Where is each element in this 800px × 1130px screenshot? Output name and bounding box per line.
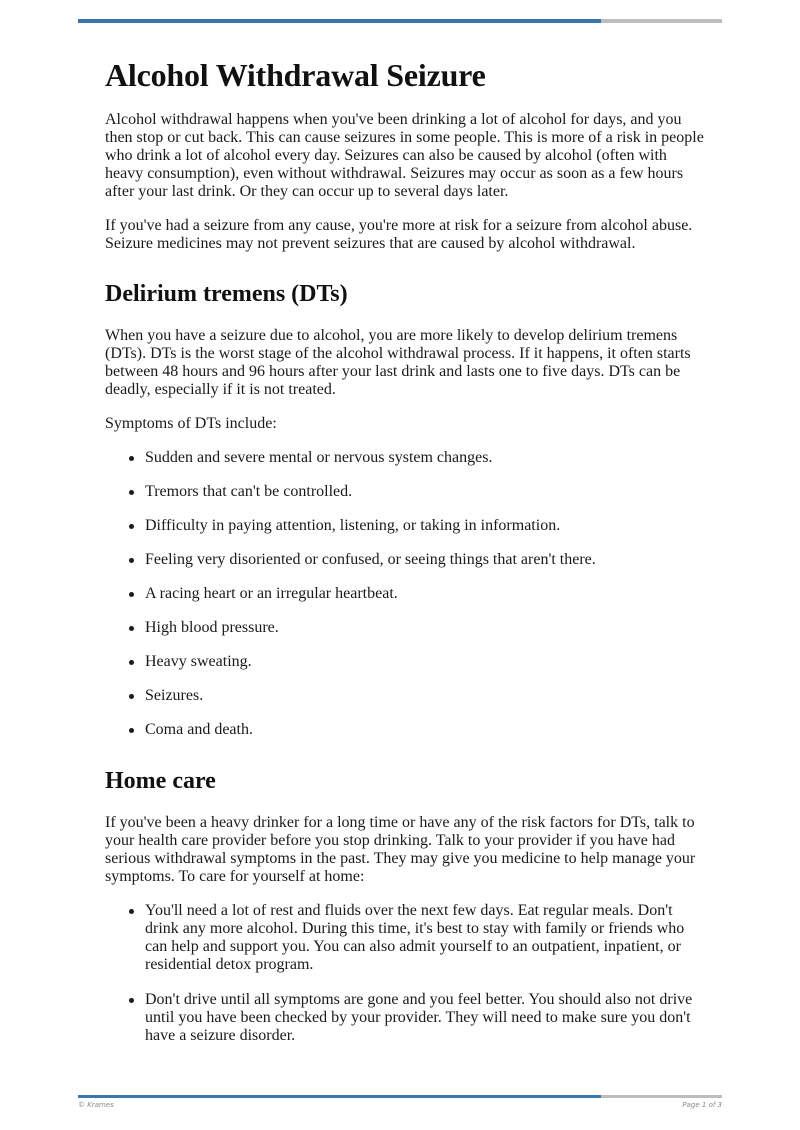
list-item xyxy=(105,721,705,739)
list-item-text: Feeling very disoriented or confused, or seeing things that aren't there. xyxy=(145,551,596,568)
footer-copyright: © Krames xyxy=(78,1101,114,1109)
bullet-icon xyxy=(129,998,134,1003)
bullet-icon xyxy=(129,660,134,665)
list-item-text: Heavy sweating. xyxy=(145,653,252,670)
section-heading-home-care: Home care xyxy=(105,768,216,794)
intro-paragraph-2: If you've had a seizure from any cause, you're more at risk for a seizure from alcohol abuse. Seizure medicines may not prevent seizures that are caused by alcohol withdrawal. xyxy=(105,217,693,252)
header-progress-bar xyxy=(78,19,722,23)
list-item xyxy=(105,991,705,1045)
list-item-text: Don't drive until all symptoms are gone and you feel better. You should also not drive until you have been checked by your provider. They will need to make sure you don't have a seizure disorder. xyxy=(145,991,693,1044)
page-title: Alcohol Withdrawal Seizure xyxy=(105,57,486,93)
list-item xyxy=(105,551,705,569)
bullet-icon xyxy=(129,694,134,699)
symptoms-list xyxy=(105,449,705,739)
header-progress-fill xyxy=(78,19,601,23)
section-delirium-tremens xyxy=(105,279,705,739)
list-item xyxy=(105,619,705,637)
list-item xyxy=(105,653,705,671)
home-care-paragraph: If you've been a heavy drinker for a long time or have any of the risk factors for DTs, talk to your health care provider before you stop drinking. Talk to your provider if you have had serious withdrawal symptoms in the past. They may give you medicine to help manage your symptoms. To care for yourself at home: xyxy=(105,814,696,885)
footer-progress-bar xyxy=(78,1095,722,1098)
section-heading-dts: Delirium tremens (DTs) xyxy=(105,281,348,307)
intro-paragraph-1: Alcohol withdrawal happens when you've been drinking a lot of alcohol for days, and you then stop or cut back. This can cause seizures in some people. This is more of a risk in people who drink a lot of alcohol every day. Seizures can also be caused by alcohol (often with heavy consumption), even without withdrawal. Seizures may occur as soon as a few hours after your last drink. Or they can occur up to several days later. xyxy=(105,111,704,200)
bullet-icon xyxy=(129,592,134,597)
list-item xyxy=(105,449,705,467)
list-item-text: Difficulty in paying attention, listening, or taking in information. xyxy=(145,517,561,534)
list-item-text: Tremors that can't be controlled. xyxy=(145,483,353,500)
bullet-icon xyxy=(129,524,134,529)
list-item-text: A racing heart or an irregular heartbeat. xyxy=(145,585,398,602)
list-item-text: Coma and death. xyxy=(145,721,253,738)
bullet-icon xyxy=(129,490,134,495)
bullet-icon xyxy=(129,728,134,733)
footer-page-indicator: Page 1 of 3 xyxy=(682,1101,722,1109)
symptoms-intro: Symptoms of DTs include: xyxy=(105,415,277,432)
list-item xyxy=(105,483,705,501)
list-item xyxy=(105,687,705,705)
list-item-text: You'll need a lot of rest and fluids over the next few days. Eat regular meals. Don't drink any more alcohol. During this time, it's best to stay with family or friends who can help and support you. You can also admit yourself to an outpatient, inpatient, or residential detox program. xyxy=(145,902,685,973)
footer-progress-fill xyxy=(78,1095,601,1098)
bullet-icon xyxy=(129,909,134,914)
list-item xyxy=(105,517,705,535)
bullet-icon xyxy=(129,456,134,461)
bullet-icon xyxy=(129,558,134,563)
list-item-text: High blood pressure. xyxy=(145,619,279,636)
bullet-icon xyxy=(129,626,134,631)
list-item xyxy=(105,902,705,974)
home-care-list xyxy=(105,902,705,1045)
list-item-text: Seizures. xyxy=(145,687,204,704)
dts-paragraph: When you have a seizure due to alcohol, you are more likely to develop delirium tremens (DTs). DTs is the worst stage of the alcohol withdrawal process. If it happens, it often starts between 48 hours and 96 hours after your last drink and lasts one to five days. DTs can be deadly, especially if it is not treated. xyxy=(105,327,691,398)
list-item xyxy=(105,585,705,603)
document-body xyxy=(105,56,705,1062)
section-home-care xyxy=(105,766,705,1045)
list-item-text: Sudden and severe mental or nervous system changes. xyxy=(145,449,493,466)
